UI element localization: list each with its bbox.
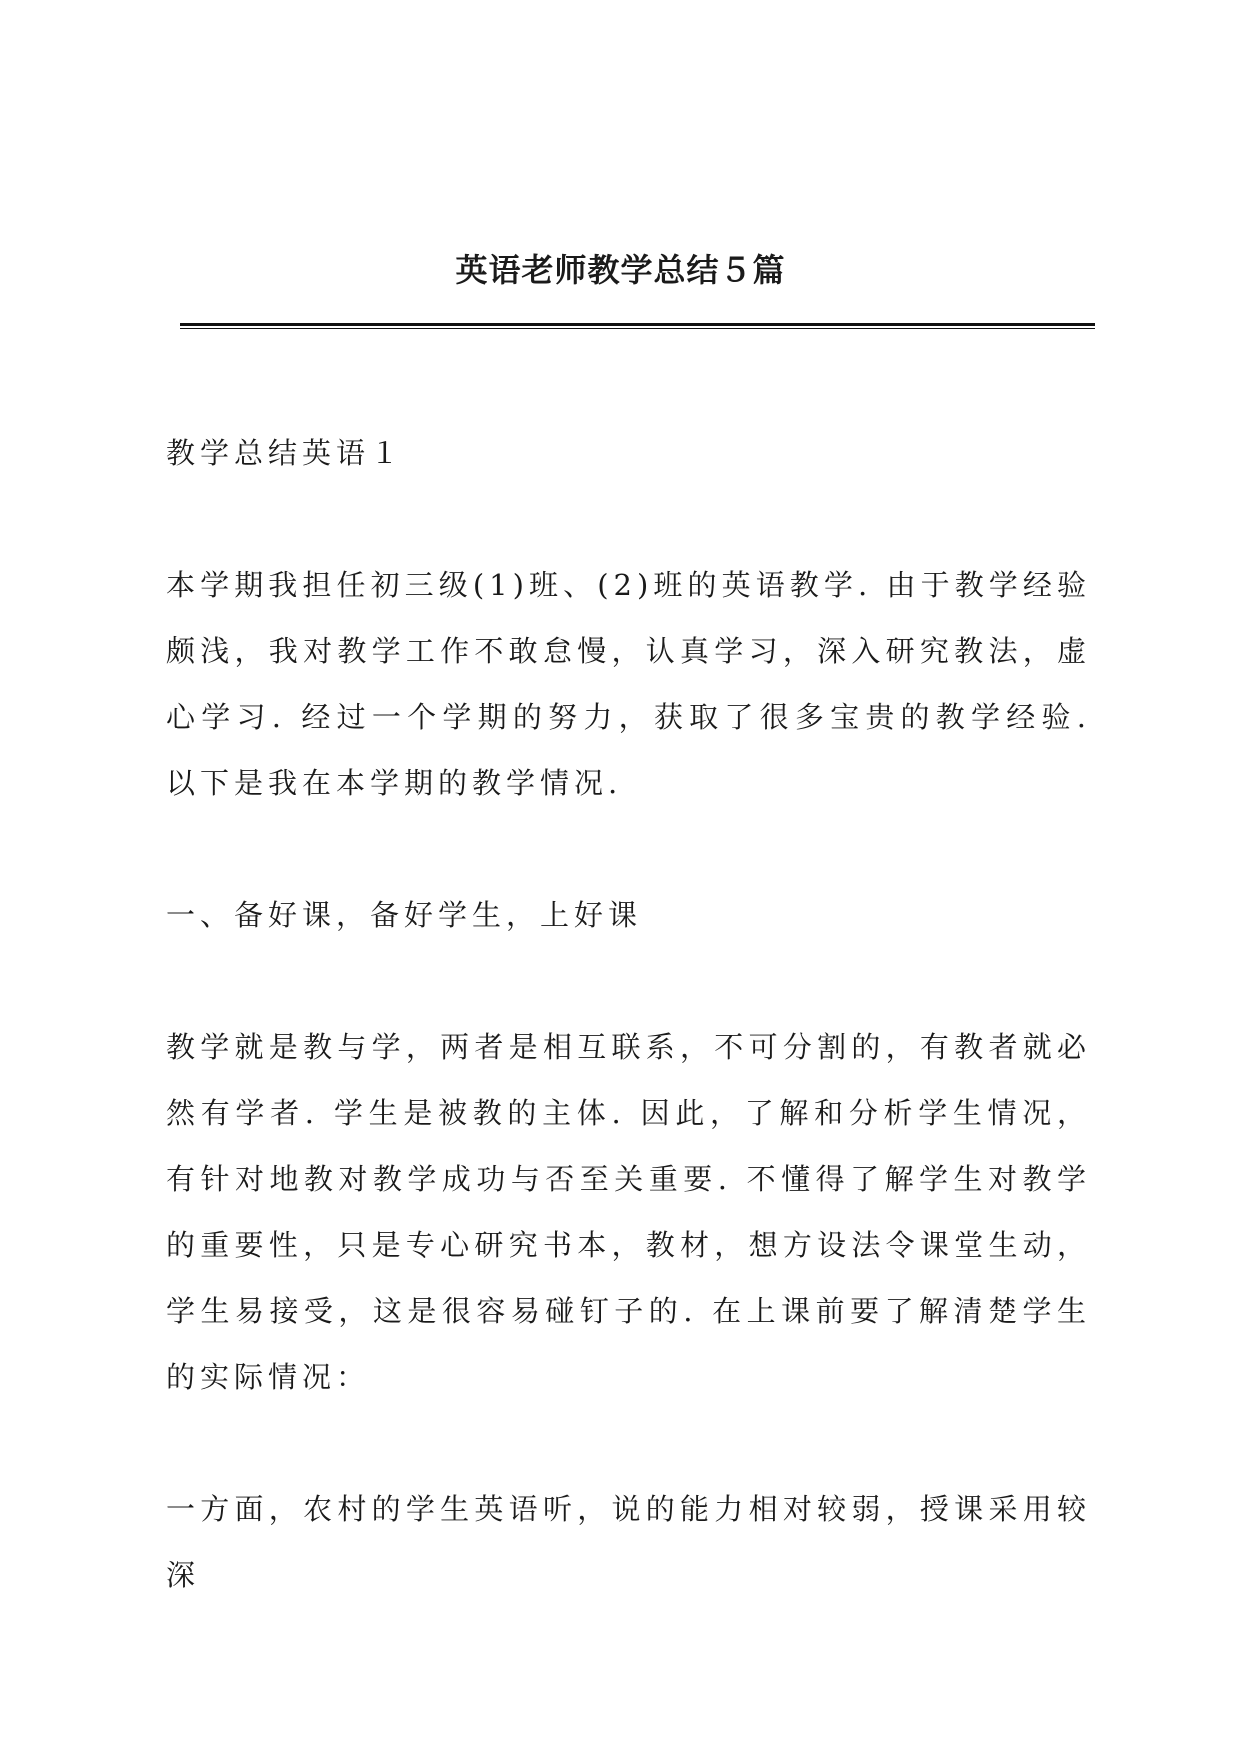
subheading-prepare-lessons: 一、备好课，备好学生，上好课 [166, 898, 643, 932]
paragraph-intro: 本学期我担任初三级(1)班、(2)班的英语教学. 由于教学经验颇浅，我对教学工作不敢怠慢，认真学习，深入研究教法，虚心学习. 经过一个学期的努力，获取了很多宝贵的教学经验. 以下是我在本学期的教学情况. [166, 568, 1091, 800]
paragraph-teaching-learning: 教学就是教与学，两者是相互联系，不可分割的，有教者就必然有学者. 学生是被教的主体. 因此，了解和分析学生情况，有针对地教对教学成功与否至关重要. 不懂得了解学生对教学的重要性，只是专心研究书本，教材，想方设法令课堂生动，学生易接受，这是很容易碰钉子的. 在上课前要了解清楚学生的实际情况： [166, 1030, 1091, 1394]
document-body [166, 420, 1091, 1608]
title-double-rule [180, 323, 1095, 329]
paragraph-one-aspect: 一方面，农村的学生英语听，说的能力相对较弱，授课采用较深 [166, 1492, 1091, 1592]
document-title: 英语老师教学总结５篇 [455, 251, 786, 289]
section-heading: 教学总结英语１ [166, 436, 405, 470]
